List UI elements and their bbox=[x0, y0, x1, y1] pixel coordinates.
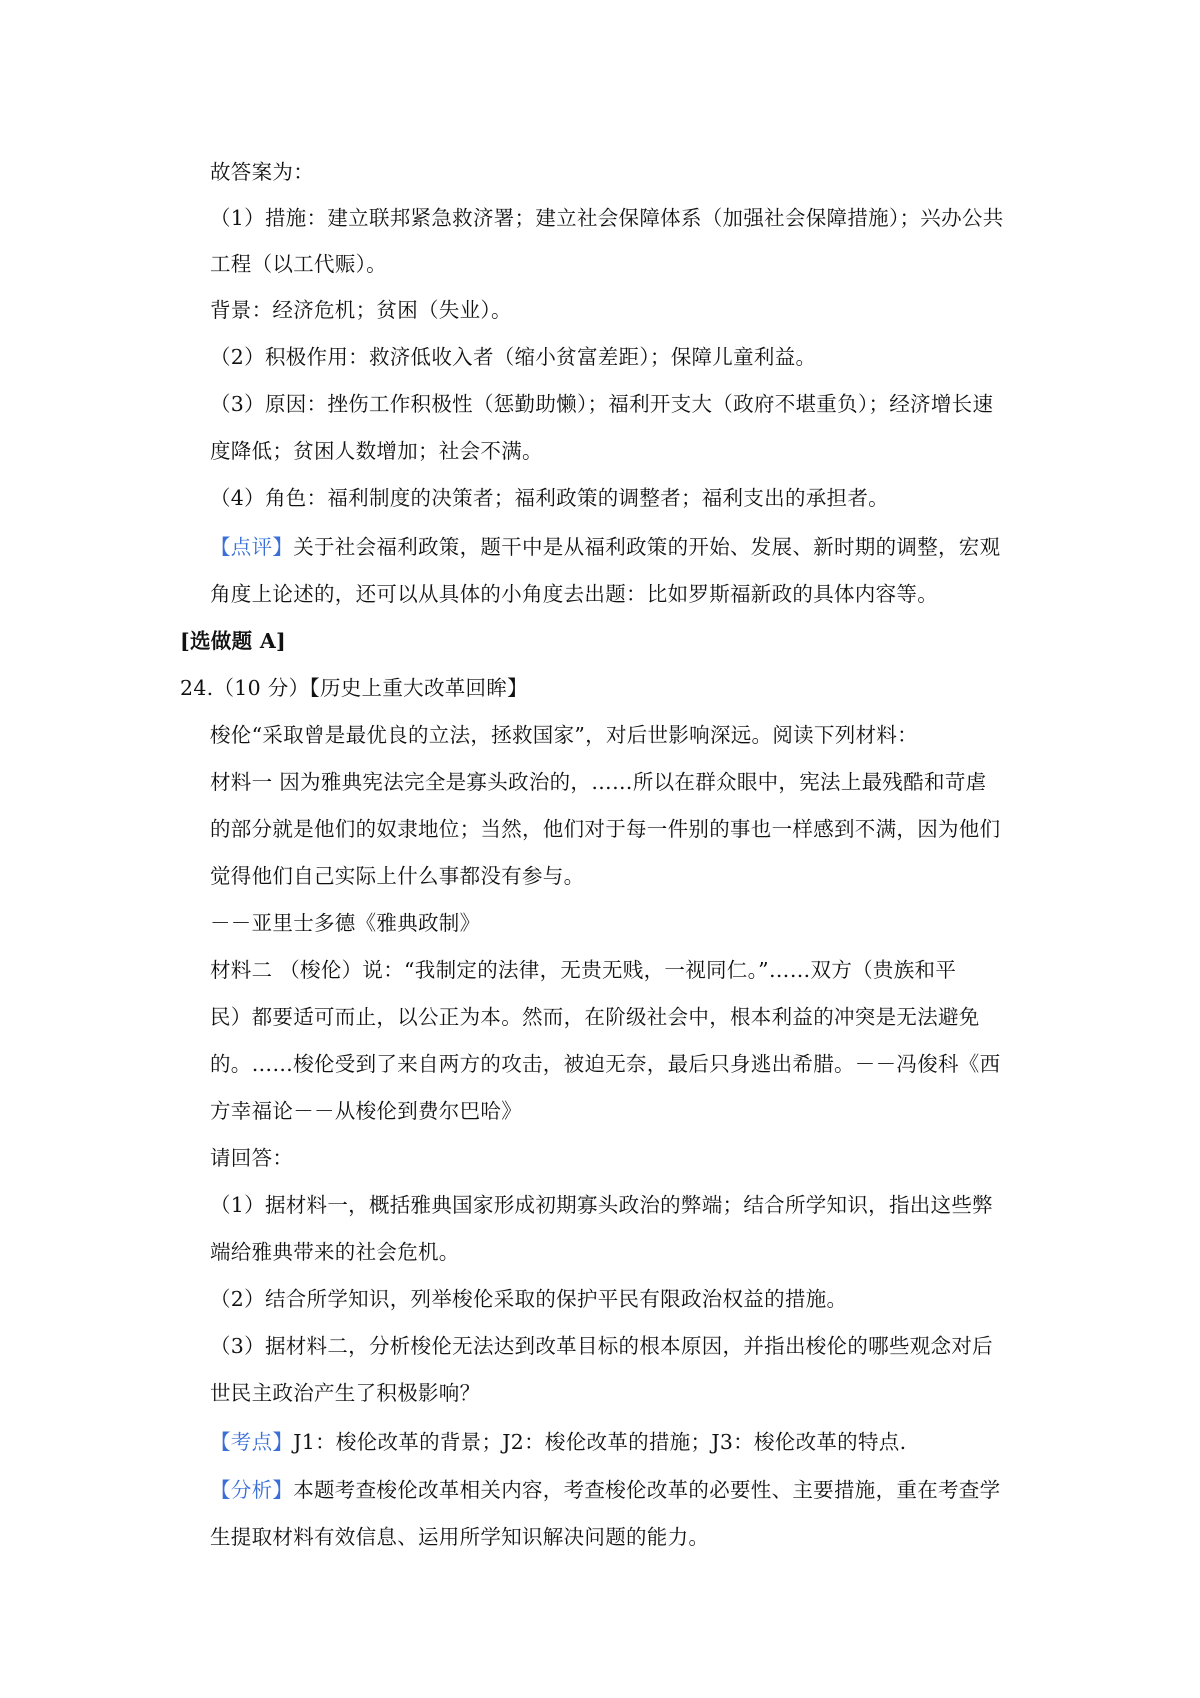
material-2-line-2: 民）都要适可而止，以公正为本。然而，在阶级社会中，根本利益的冲突是无法避免 bbox=[210, 1005, 980, 1029]
analysis-line-2: 生提取材料有效信息、运用所学知识解决问题的能力。 bbox=[210, 1525, 710, 1549]
review-tag: 【点评】 bbox=[210, 535, 294, 559]
answer-1-line-1: （1）措施：建立联邦紧急救济署；建立社会保障体系（加强社会保障措施）；兴办公共 bbox=[210, 206, 1004, 230]
points-text: J1：梭伦改革的背景；J2：梭伦改革的措施；J3：梭伦改革的特点. bbox=[293, 1430, 907, 1454]
material-2-line-4: 方幸福论－－从梭伦到费尔巴哈》 bbox=[210, 1099, 522, 1123]
question-3-line-2: 世民主政治产生了积极影响？ bbox=[210, 1381, 481, 1405]
points-line bbox=[210, 1427, 906, 1457]
review-line-1 bbox=[210, 532, 1000, 562]
question-3-line-1: （3）据材料二，分析梭伦无法达到改革目标的根本原因，并指出梭伦的哪些观念对后 bbox=[210, 1334, 993, 1358]
answer-prompt: 请回答： bbox=[210, 1146, 294, 1170]
material-1-line-3: 觉得他们自己实际上什么事都没有参与。 bbox=[210, 864, 585, 888]
answer-3-line-1: （3）原因：挫伤工作积极性（惩勤助懒）；福利开支大（政府不堪重负）；经济增长速 bbox=[210, 392, 994, 416]
answer-intro: 故答案为： bbox=[210, 160, 314, 184]
question-1-line-1: （1）据材料一，概括雅典国家形成初期寡头政治的弊端；结合所学知识，指出这些弊 bbox=[210, 1193, 993, 1217]
answer-1-line-2: 工程（以工代赈）。 bbox=[210, 252, 387, 276]
analysis-tag: 【分析】 bbox=[210, 1478, 294, 1502]
points-tag: 【考点】 bbox=[210, 1430, 294, 1454]
review-text-1: 关于社会福利政策，题干中是从福利政策的开始、发展、新时期的调整，宏观 bbox=[293, 535, 1001, 559]
material-1-line-2: 的部分就是他们的奴隶地位；当然，他们对于每一件别的事也一样感到不满，因为他们 bbox=[210, 817, 1001, 841]
question-title: 24.（10 分）【历史上重大改革回眸】 bbox=[180, 676, 528, 700]
material-2-line-1: 材料二 （梭伦）说：“我制定的法律，无贵无贱，一视同仁。”……双方（贵族和平 bbox=[210, 958, 957, 982]
section-heading: [选做题 A] bbox=[180, 629, 287, 653]
material-1-source: －－亚里士多德《雅典政制》 bbox=[210, 911, 481, 935]
answer-4: （4）角色：福利制度的决策者；福利政策的调整者；福利支出的承担者。 bbox=[210, 486, 889, 510]
material-2-line-3: 的。……梭伦受到了来自两方的攻击，被迫无奈，最后只身逃出希腊。－－冯俊科《西 bbox=[210, 1052, 1001, 1076]
review-line-2: 角度上论述的，还可以从具体的小角度去出题：比如罗斯福新政的具体内容等。 bbox=[210, 582, 938, 606]
question-1-line-2: 端给雅典带来的社会危机。 bbox=[210, 1240, 460, 1264]
material-1-line-1: 材料一 因为雅典宪法完全是寡头政治的，……所以在群众眼中，宪法上最残酷和苛虐 bbox=[210, 770, 987, 794]
answer-2: （2）积极作用：救济低收入者（缩小贫富差距）；保障儿童利益。 bbox=[210, 345, 817, 369]
answer-3-line-2: 度降低；贫困人数增加；社会不满。 bbox=[210, 439, 543, 463]
analysis-text-1: 本题考查梭伦改革相关内容，考查梭伦改革的必要性、主要措施，重在考查学 bbox=[293, 1478, 1001, 1502]
analysis-line-1 bbox=[210, 1475, 1000, 1505]
answer-background: 背景：经济危机；贫困（失业）。 bbox=[210, 298, 512, 322]
question-intro: 梭伦“采取曾是最优良的立法，拯救国家”，对后世影响深远。阅读下列材料： bbox=[210, 723, 918, 747]
question-2: （2）结合所学知识，列举梭伦采取的保护平民有限政治权益的措施。 bbox=[210, 1287, 848, 1311]
